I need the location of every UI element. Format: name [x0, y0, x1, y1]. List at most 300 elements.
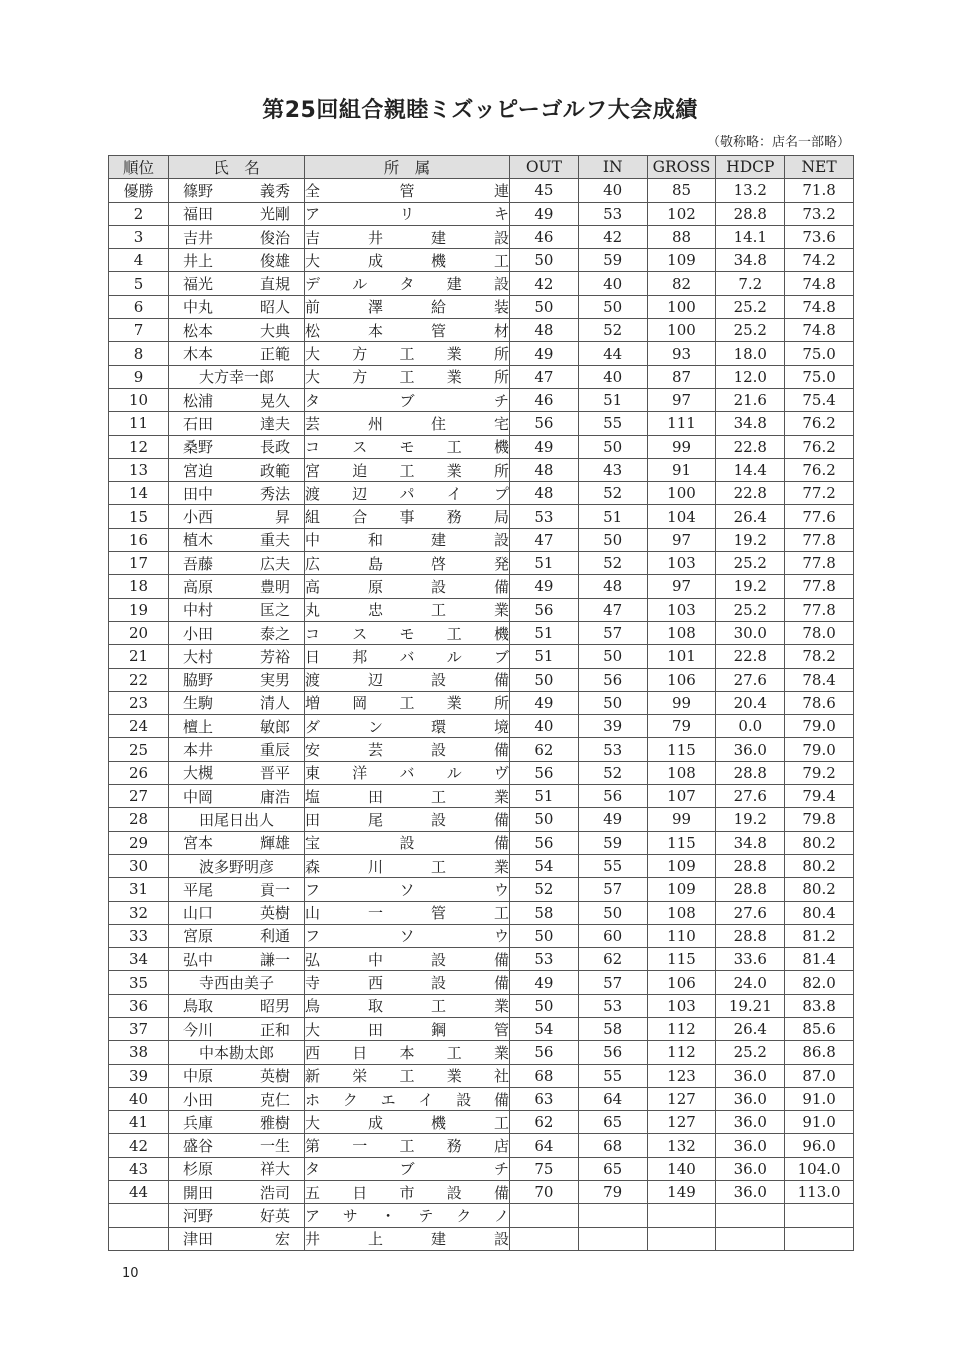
title-note: （敬称略：店名一部略）	[706, 135, 850, 150]
in-score-cell: 59	[578, 831, 647, 854]
gross-score-cell: 88	[647, 225, 716, 248]
player-name-cell	[169, 831, 305, 854]
hdcp-cell: 36.0	[716, 1064, 785, 1087]
rank-cell: 10	[109, 388, 169, 411]
hdcp-cell: 28.8	[716, 878, 785, 901]
player-name-cell	[169, 412, 305, 435]
net-score-cell	[785, 1227, 854, 1250]
affiliation-text: 松 本 管 材	[305, 321, 509, 340]
gross-score-cell: 87	[647, 365, 716, 388]
rank-cell: 34	[109, 948, 169, 971]
table-row	[109, 319, 854, 342]
in-score-cell: 40	[578, 179, 647, 202]
rank-cell: 24	[109, 715, 169, 738]
rank-cell: 20	[109, 621, 169, 644]
results-table	[108, 155, 854, 1251]
player-name-text: 大村 芳裕	[183, 647, 290, 666]
net-score-cell: 77.8	[785, 598, 854, 621]
player-name-cell	[169, 598, 305, 621]
affiliation-text: デ ル タ 建 設	[305, 275, 509, 294]
rank-cell	[109, 1227, 169, 1250]
table-row	[109, 575, 854, 598]
table-row	[109, 1041, 854, 1064]
player-name-text: 小田 克仁	[183, 1090, 290, 1109]
gross-score-cell: 100	[647, 319, 716, 342]
player-name-text: 山口 英樹	[183, 904, 290, 923]
affiliation-text: 前 澤 給 装	[305, 298, 509, 317]
out-score-cell	[510, 1204, 579, 1227]
gross-score-cell: 149	[647, 1181, 716, 1204]
in-score-cell: 52	[578, 761, 647, 784]
net-score-cell: 113.0	[785, 1181, 854, 1204]
hdcp-cell: 12.0	[716, 365, 785, 388]
table-row	[109, 645, 854, 668]
rank-cell: 42	[109, 1134, 169, 1157]
affiliation-cell	[305, 202, 510, 225]
header-hdcp: HDCP	[716, 156, 785, 179]
table-row	[109, 831, 854, 854]
in-score-cell: 57	[578, 621, 647, 644]
in-score-cell: 53	[578, 994, 647, 1017]
out-score-cell: 45	[510, 179, 579, 202]
out-score-cell: 50	[510, 808, 579, 831]
rank-cell: 18	[109, 575, 169, 598]
gross-score-cell: 110	[647, 924, 716, 947]
rank-cell: 28	[109, 808, 169, 831]
rank-cell: 33	[109, 924, 169, 947]
affiliation-text: 広 島 啓 発	[305, 554, 509, 573]
hdcp-cell: 24.0	[716, 971, 785, 994]
player-name-cell	[169, 225, 305, 248]
player-name-cell	[169, 854, 305, 877]
affiliation-cell	[305, 552, 510, 575]
gross-score-cell: 127	[647, 1087, 716, 1110]
rank-cell: 19	[109, 598, 169, 621]
table-row	[109, 738, 854, 761]
player-name-text: 宮本 輝雄	[183, 834, 290, 853]
gross-score-cell: 132	[647, 1134, 716, 1157]
affiliation-cell	[305, 598, 510, 621]
hdcp-cell: 25.2	[716, 295, 785, 318]
player-name-text: 本井 重辰	[183, 741, 290, 760]
player-name-cell	[169, 1157, 305, 1180]
table-row	[109, 1204, 854, 1227]
player-name-text: 宮原 利通	[183, 927, 290, 946]
rank-cell: 38	[109, 1041, 169, 1064]
affiliation-cell	[305, 365, 510, 388]
net-score-cell: 77.8	[785, 528, 854, 551]
gross-score-cell: 112	[647, 1017, 716, 1040]
header-affiliation: 所 属	[305, 156, 510, 179]
affiliation-text: コ ス モ 工 機	[305, 624, 509, 643]
out-score-cell: 54	[510, 854, 579, 877]
player-name-text: 田中 秀法	[183, 484, 290, 503]
hdcp-cell: 36.0	[716, 738, 785, 761]
hdcp-cell: 26.4	[716, 505, 785, 528]
in-score-cell: 52	[578, 482, 647, 505]
out-score-cell: 63	[510, 1087, 579, 1110]
affiliation-text: コ ス モ 工 機	[305, 438, 509, 457]
player-name-cell	[169, 1227, 305, 1250]
hdcp-cell: 28.8	[716, 202, 785, 225]
net-score-cell: 91.0	[785, 1111, 854, 1134]
player-name-cell	[169, 645, 305, 668]
table-row	[109, 1181, 854, 1204]
gross-score-cell: 79	[647, 715, 716, 738]
affiliation-text: 増 岡 工 業 所	[305, 694, 509, 713]
net-score-cell: 77.8	[785, 575, 854, 598]
table-row	[109, 598, 854, 621]
hdcp-cell: 36.0	[716, 1181, 785, 1204]
player-name-cell	[169, 1087, 305, 1110]
affiliation-cell	[305, 528, 510, 551]
in-score-cell: 62	[578, 948, 647, 971]
out-score-cell: 53	[510, 948, 579, 971]
hdcp-cell: 14.4	[716, 458, 785, 481]
header-net: NET	[785, 156, 854, 179]
rank-cell: 8	[109, 342, 169, 365]
player-name-text: 吉井 俊治	[183, 228, 290, 247]
affiliation-cell	[305, 854, 510, 877]
net-score-cell: 85.6	[785, 1017, 854, 1040]
gross-score-cell: 97	[647, 388, 716, 411]
rank-cell: 9	[109, 365, 169, 388]
net-score-cell: 74.8	[785, 319, 854, 342]
table-row	[109, 878, 854, 901]
out-score-cell: 51	[510, 552, 579, 575]
affiliation-text: 鳥 取 工 業	[305, 997, 509, 1016]
table-row	[109, 505, 854, 528]
rank-cell: 4	[109, 249, 169, 272]
net-score-cell: 80.2	[785, 831, 854, 854]
out-score-cell: 56	[510, 412, 579, 435]
player-name-text: 松本 大典	[183, 321, 290, 340]
net-score-cell: 78.0	[785, 621, 854, 644]
net-score-cell: 104.0	[785, 1157, 854, 1180]
hdcp-cell: 36.0	[716, 1157, 785, 1180]
out-score-cell: 50	[510, 994, 579, 1017]
gross-score-cell: 85	[647, 179, 716, 202]
out-score-cell: 62	[510, 1111, 579, 1134]
out-score-cell: 56	[510, 1041, 579, 1064]
player-name-text: 小田 泰之	[183, 624, 290, 643]
net-score-cell: 75.4	[785, 388, 854, 411]
net-score-cell: 78.2	[785, 645, 854, 668]
in-score-cell: 57	[578, 878, 647, 901]
table-row	[109, 715, 854, 738]
in-score-cell: 65	[578, 1157, 647, 1180]
in-score-cell: 56	[578, 785, 647, 808]
in-score-cell: 53	[578, 738, 647, 761]
out-score-cell: 49	[510, 342, 579, 365]
affiliation-cell	[305, 1064, 510, 1087]
out-score-cell: 70	[510, 1181, 579, 1204]
rank-cell: 16	[109, 528, 169, 551]
rank-cell: 3	[109, 225, 169, 248]
hdcp-cell: 36.0	[716, 1111, 785, 1134]
in-score-cell	[578, 1204, 647, 1227]
player-name-text: 石田 達夫	[183, 414, 290, 433]
table-row	[109, 249, 854, 272]
affiliation-cell	[305, 412, 510, 435]
player-name-cell	[169, 948, 305, 971]
gross-score-cell: 140	[647, 1157, 716, 1180]
in-score-cell: 65	[578, 1111, 647, 1134]
table-row	[109, 808, 854, 831]
rank-cell: 39	[109, 1064, 169, 1087]
rank-cell: 43	[109, 1157, 169, 1180]
net-score-cell: 74.8	[785, 295, 854, 318]
table-row	[109, 948, 854, 971]
out-score-cell: 46	[510, 225, 579, 248]
rank-cell: 36	[109, 994, 169, 1017]
affiliation-text: 大 成 機 工	[305, 1113, 509, 1132]
player-name-cell	[169, 365, 305, 388]
player-name-cell	[169, 1041, 305, 1064]
player-name-cell	[169, 528, 305, 551]
hdcp-cell: 30.0	[716, 621, 785, 644]
affiliation-text: 丸 忠 工 業	[305, 601, 509, 620]
player-name-cell	[169, 458, 305, 481]
gross-score-cell: 106	[647, 971, 716, 994]
hdcp-cell: 28.8	[716, 854, 785, 877]
table-row	[109, 412, 854, 435]
player-name-cell	[169, 505, 305, 528]
net-score-cell: 81.2	[785, 924, 854, 947]
player-name-cell	[169, 179, 305, 202]
net-score-cell: 79.0	[785, 738, 854, 761]
gross-score-cell: 109	[647, 854, 716, 877]
in-score-cell: 48	[578, 575, 647, 598]
affiliation-text: 第 一 工 務 店	[305, 1137, 509, 1156]
out-score-cell: 56	[510, 761, 579, 784]
hdcp-cell: 27.6	[716, 668, 785, 691]
out-score-cell: 49	[510, 202, 579, 225]
hdcp-cell: 22.8	[716, 482, 785, 505]
table-row	[109, 528, 854, 551]
table-row	[109, 1017, 854, 1040]
in-score-cell: 49	[578, 808, 647, 831]
player-name-text: 生駒 清人	[183, 694, 290, 713]
net-score-cell: 80.2	[785, 854, 854, 877]
hdcp-cell: 19.2	[716, 528, 785, 551]
hdcp-cell: 21.6	[716, 388, 785, 411]
gross-score-cell: 101	[647, 645, 716, 668]
hdcp-cell: 27.6	[716, 785, 785, 808]
affiliation-text: 渡 辺 パ イ プ	[305, 484, 509, 503]
rank-cell: 17	[109, 552, 169, 575]
table-row	[109, 272, 854, 295]
affiliation-cell	[305, 715, 510, 738]
header-rank: 順位	[109, 156, 169, 179]
net-score-cell: 80.4	[785, 901, 854, 924]
affiliation-cell	[305, 924, 510, 947]
player-name-text: 波多野明彦	[198, 857, 274, 876]
player-name-text: 小西 昇	[183, 508, 290, 527]
affiliation-cell	[305, 505, 510, 528]
rank-cell: 23	[109, 691, 169, 714]
affiliation-text: 田 尾 設 備	[305, 810, 509, 829]
rank-cell: 15	[109, 505, 169, 528]
in-score-cell: 47	[578, 598, 647, 621]
net-score-cell: 73.6	[785, 225, 854, 248]
affiliation-cell	[305, 388, 510, 411]
affiliation-cell	[305, 1204, 510, 1227]
rank-cell: 26	[109, 761, 169, 784]
player-name-cell	[169, 272, 305, 295]
affiliation-cell	[305, 785, 510, 808]
table-row	[109, 1064, 854, 1087]
gross-score-cell: 104	[647, 505, 716, 528]
table-row	[109, 971, 854, 994]
net-score-cell: 77.2	[785, 482, 854, 505]
hdcp-cell: 25.2	[716, 1041, 785, 1064]
out-score-cell: 50	[510, 924, 579, 947]
player-name-text: 田尾日出人	[198, 810, 274, 829]
table-row	[109, 1087, 854, 1110]
affiliation-text: 組 合 事 務 局	[305, 508, 509, 527]
gross-score-cell: 99	[647, 435, 716, 458]
in-score-cell: 56	[578, 668, 647, 691]
net-score-cell: 80.2	[785, 878, 854, 901]
affiliation-cell	[305, 1157, 510, 1180]
gross-score-cell	[647, 1227, 716, 1250]
affiliation-cell	[305, 575, 510, 598]
affiliation-cell	[305, 808, 510, 831]
player-name-cell	[169, 249, 305, 272]
affiliation-cell	[305, 295, 510, 318]
table-row	[109, 785, 854, 808]
player-name-cell	[169, 901, 305, 924]
hdcp-cell: 36.0	[716, 1134, 785, 1157]
affiliation-cell	[305, 994, 510, 1017]
affiliation-cell	[305, 971, 510, 994]
header-in: IN	[578, 156, 647, 179]
hdcp-cell: 7.2	[716, 272, 785, 295]
net-score-cell: 79.8	[785, 808, 854, 831]
affiliation-text: 山 一 管 工	[305, 904, 509, 923]
affiliation-cell	[305, 1041, 510, 1064]
table-row	[109, 924, 854, 947]
gross-score-cell: 115	[647, 948, 716, 971]
table-row	[109, 1227, 854, 1250]
player-name-cell	[169, 924, 305, 947]
rank-cell: 7	[109, 319, 169, 342]
player-name-cell	[169, 971, 305, 994]
gross-score-cell: 106	[647, 668, 716, 691]
affiliation-text: ア リ キ	[305, 205, 509, 224]
net-score-cell: 75.0	[785, 365, 854, 388]
player-name-cell	[169, 994, 305, 1017]
affiliation-text: 大 方 工 業 所	[305, 345, 509, 364]
results-table-header	[109, 156, 854, 179]
player-name-text: 脇野 実男	[183, 671, 290, 690]
out-score-cell: 50	[510, 295, 579, 318]
out-score-cell: 68	[510, 1064, 579, 1087]
affiliation-text: 全 管 連	[305, 181, 509, 200]
affiliation-text: 大 田 鋼 管	[305, 1020, 509, 1039]
gross-score-cell	[647, 1204, 716, 1227]
net-score-cell: 76.2	[785, 458, 854, 481]
affiliation-text: 日 邦 バ ル ブ	[305, 647, 509, 666]
rank-cell: 44	[109, 1181, 169, 1204]
net-score-cell: 76.2	[785, 435, 854, 458]
in-score-cell: 50	[578, 901, 647, 924]
in-score-cell: 53	[578, 202, 647, 225]
net-score-cell: 74.2	[785, 249, 854, 272]
player-name-cell	[169, 202, 305, 225]
gross-score-cell: 115	[647, 831, 716, 854]
table-row	[109, 621, 854, 644]
player-name-cell	[169, 342, 305, 365]
player-name-cell	[169, 808, 305, 831]
player-name-text: 松浦 晃久	[183, 391, 290, 410]
rank-cell: 優勝	[109, 179, 169, 202]
table-row	[109, 1134, 854, 1157]
affiliation-text: 安 芸 設 備	[305, 741, 509, 760]
rank-cell: 13	[109, 458, 169, 481]
hdcp-cell: 25.2	[716, 552, 785, 575]
player-name-text: 中原 英樹	[183, 1067, 290, 1086]
rank-cell: 27	[109, 785, 169, 808]
affiliation-text: 大 方 工 業 所	[305, 368, 509, 387]
affiliation-text: タ ブ チ	[305, 1160, 509, 1179]
player-name-text: 井上 俊雄	[183, 251, 290, 270]
affiliation-cell	[305, 1087, 510, 1110]
net-score-cell: 79.0	[785, 715, 854, 738]
affiliation-text: 新 栄 工 業 社	[305, 1067, 509, 1086]
in-score-cell: 50	[578, 435, 647, 458]
out-score-cell: 50	[510, 668, 579, 691]
affiliation-cell	[305, 342, 510, 365]
player-name-cell	[169, 621, 305, 644]
rank-cell: 31	[109, 878, 169, 901]
affiliation-cell	[305, 691, 510, 714]
affiliation-cell	[305, 179, 510, 202]
hdcp-cell: 26.4	[716, 1017, 785, 1040]
table-row	[109, 388, 854, 411]
hdcp-cell: 34.8	[716, 412, 785, 435]
gross-score-cell: 109	[647, 878, 716, 901]
affiliation-text: ダ ン 環 境	[305, 717, 509, 736]
rank-cell: 29	[109, 831, 169, 854]
in-score-cell: 40	[578, 365, 647, 388]
affiliation-text: 吉 井 建 設	[305, 228, 509, 247]
affiliation-cell	[305, 761, 510, 784]
rank-cell: 37	[109, 1017, 169, 1040]
player-name-text: 高原 豊明	[183, 577, 290, 596]
net-score-cell: 73.2	[785, 202, 854, 225]
gross-score-cell: 107	[647, 785, 716, 808]
affiliation-cell	[305, 435, 510, 458]
net-score-cell: 77.8	[785, 552, 854, 575]
out-score-cell: 75	[510, 1157, 579, 1180]
header-row	[109, 156, 854, 179]
affiliation-text: 東 洋 バ ル ヴ	[305, 764, 509, 783]
affiliation-cell	[305, 1227, 510, 1250]
table-row	[109, 295, 854, 318]
gross-score-cell: 103	[647, 552, 716, 575]
header-gross: GROSS	[647, 156, 716, 179]
hdcp-cell: 28.8	[716, 761, 785, 784]
rank-cell: 40	[109, 1087, 169, 1110]
player-name-cell	[169, 1111, 305, 1134]
player-name-cell	[169, 552, 305, 575]
in-score-cell: 43	[578, 458, 647, 481]
hdcp-cell: 34.8	[716, 249, 785, 272]
in-score-cell: 52	[578, 319, 647, 342]
rank-cell: 22	[109, 668, 169, 691]
